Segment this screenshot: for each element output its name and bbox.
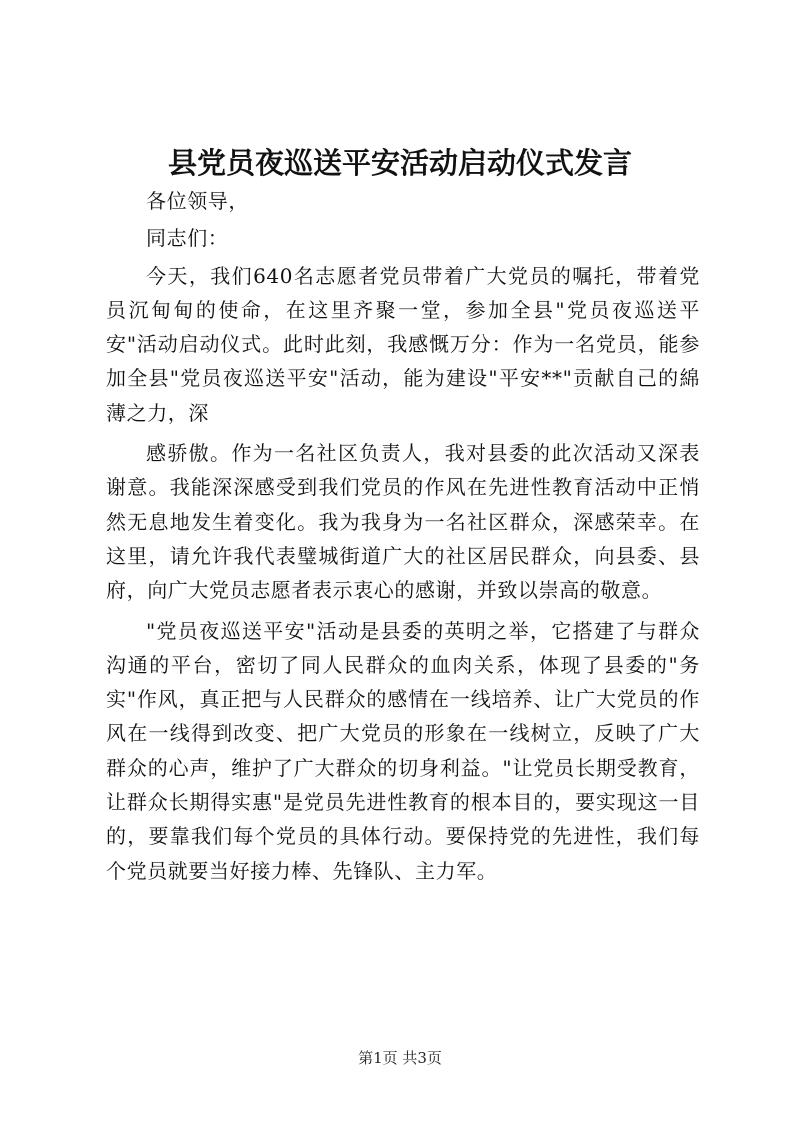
page-title: 县党员夜巡送平安活动启动仪式发言: [167, 146, 632, 180]
document-body: [106, 184, 700, 888]
paragraph-opening: 今天，我们640名志愿者党员带着广大党员的嘱托，带着党员沉甸甸的使命，在这里齐聚一堂，参加全县"党员夜巡送平安"活动启动仪式。此时此刻，我感慨万分：作为一名党员，能参加全县"党员夜巡送平安"活动，能为建设"平安**"贡献自己的綿薄之力，深: [106, 263, 700, 425]
greeting-leaders: 各位领导，: [146, 189, 249, 213]
paragraph-significance: "党员夜巡送平安"活动是县委的英明之举，它搭建了与群众沟通的平台，密切了同人民群众的血肉关系，体现了县委的"务实"作风，真正把与人民群众的感情在一线培养、让广大党员的作风在一线得到改变、把广大党员的形象在一线树立，反映了广大群众的心声，维护了广大群众的切身利益。"让党员长期受教育，让群众长期得实惠"是党员先进性教育的根本目的，要实现这一目的，要靠我们每个党员的具体行动。要保持党的先进性，我们每个党员就要当好接力棒、先锋队、主力军。: [106, 618, 700, 883]
page-number-footer: 第1页 共3页: [358, 1049, 442, 1067]
greeting-comrades: 同志们：: [146, 226, 229, 251]
paragraph-gratitude: 感骄傲。作为一名社区负责人，我对县委的此次活动又深表谢意。我能深深感受到我们党员的作风在先进性教育活动中正悄然无息地发生着变化。我为我身为一名社区群众，深感荣幸。在这里，请允许我代表璧城街道广大的社区居民群众，向县委、县府，向广大党员志愿者表示衷心的感谢，并致以崇高的敬意。: [106, 441, 700, 603]
